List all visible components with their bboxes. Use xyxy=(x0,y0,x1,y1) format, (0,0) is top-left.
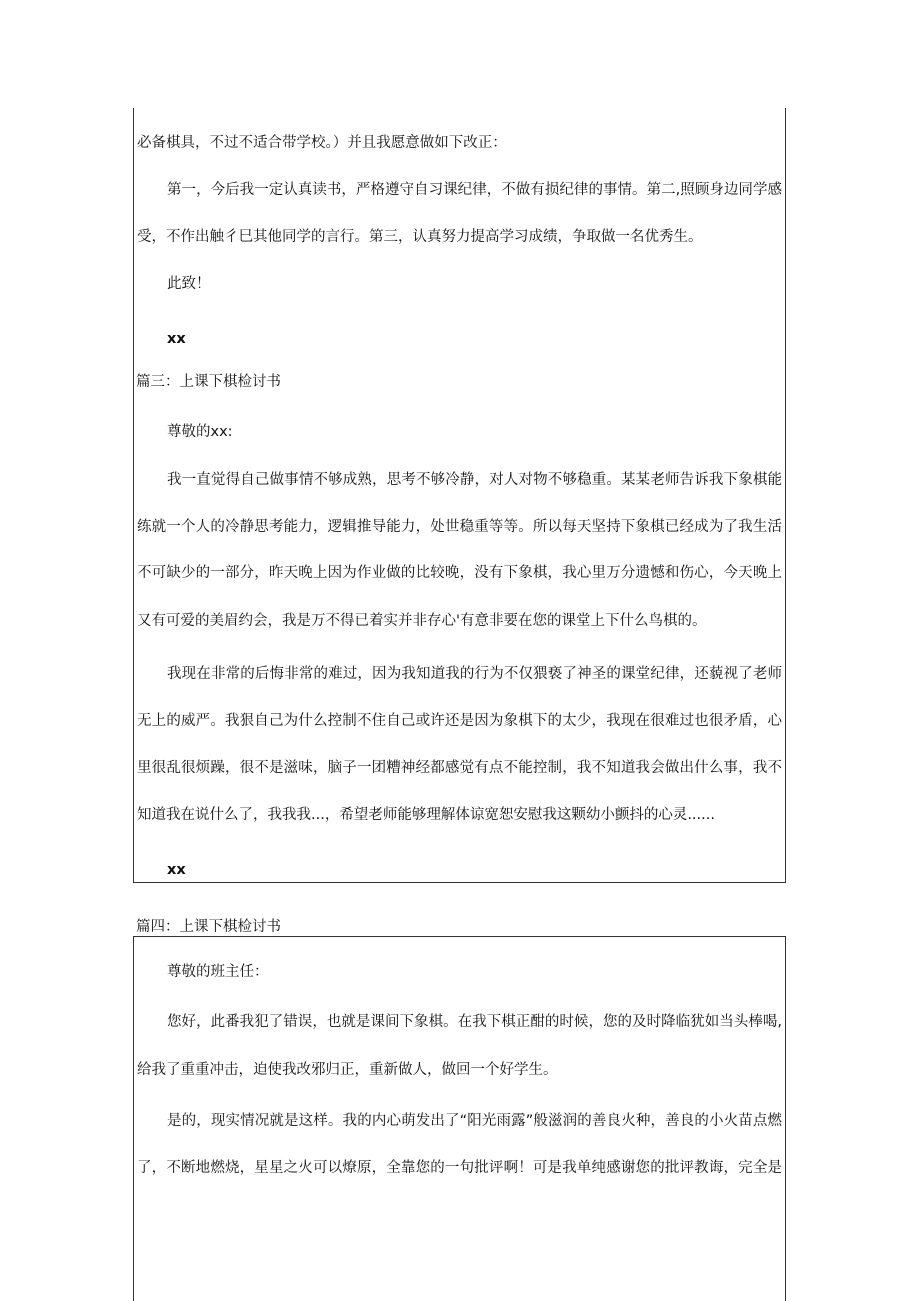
paragraph-line: 受，不作出触彳巳其他同学的言行。第三，认真努力提高学习成绩，争取做一名优秀生。 xyxy=(137,229,703,245)
paragraph-line: 知道我在说什么了，我我我...，希望老师能够理解体谅宽恕安慰我这颗幼小颤抖的心灵...... xyxy=(137,807,715,823)
paragraph-line: 我现在非常的后悔非常的难过，因为我知道我的行为不仅猥亵了神圣的课堂纪律，还藐视了老师 xyxy=(167,666,782,682)
paragraph-line: 又有可爱的美眉约会，我是万不得已着实并非存心'有意非要在您的课堂上下什么鸟棋的。 xyxy=(137,613,707,629)
signature-name: xx xyxy=(167,862,186,878)
paragraph-line: 了，不断地燃烧，星星之火可以燎原，全靠您的一句批评啊！可是我单纯感谢您的批评教诲，完全是 xyxy=(137,1160,782,1176)
section-heading-4: 篇四：上课下棋检讨书 xyxy=(136,919,281,935)
paragraph-line: 里很乱很烦躁，很不是滋味，脑子一团糟神经都感觉有点不能控制，我不知道我会做出什么事，我不 xyxy=(137,760,782,776)
paragraph-line: 不可缺少的一部分，昨天晚上因为作业做的比较晚，没有下象棋，我心里万分遗憾和伤心，今天晚上 xyxy=(137,565,782,581)
paragraph-line: 练就一个人的冷静思考能力，逻辑推导能力，处世稳重等等。所以每天坚持下象棋已经成为了我生活 xyxy=(137,519,782,535)
greeting-line: 尊敬的班主任： xyxy=(167,964,269,980)
paragraph-line: 是的，现实情况就是这样。我的内心萌发出了“阳光雨露”般滋润的善良火种，善良的小火苗点燃 xyxy=(167,1113,782,1129)
greeting-line: 尊敬的xx: xyxy=(167,424,233,440)
paragraph-line: 我一直觉得自己做事情不够成熟，思考不够冷静，对人对物不够稳重。某某老师告诉我下象棋能 xyxy=(167,472,782,488)
paragraph-line: 必备棋具，不过不适合带学校。）并且我愿意做如下改正： xyxy=(137,135,507,151)
paragraph-line: 您好，此番我犯了错误，也就是课间下象棋。在我下棋正酣的时候，您的及时降临犹如当头棒喝, xyxy=(167,1014,782,1030)
letter-section-box-upper xyxy=(133,108,786,883)
letter-section-box-lower xyxy=(133,936,786,1301)
paragraph-line: 第一，今后我一定认真读书，严格遵守自习课纪律，不做有损纪律的事情。第二,照顾身边同学感 xyxy=(167,182,782,198)
paragraph-line: 给我了重重冲击，迫使我改邪归正，重新做人，做回一个好学生。 xyxy=(137,1062,558,1078)
paragraph-line: 无上的威严。我狠自己为什么控制不住自己或许还是因为象棋下的太少，我现在很难过也很矛盾，心 xyxy=(137,713,782,729)
closing-salutation: 此致！ xyxy=(167,276,211,292)
section-heading-3: 篇三：上课下棋检讨书 xyxy=(136,374,281,390)
signature-name: xx xyxy=(167,331,186,347)
